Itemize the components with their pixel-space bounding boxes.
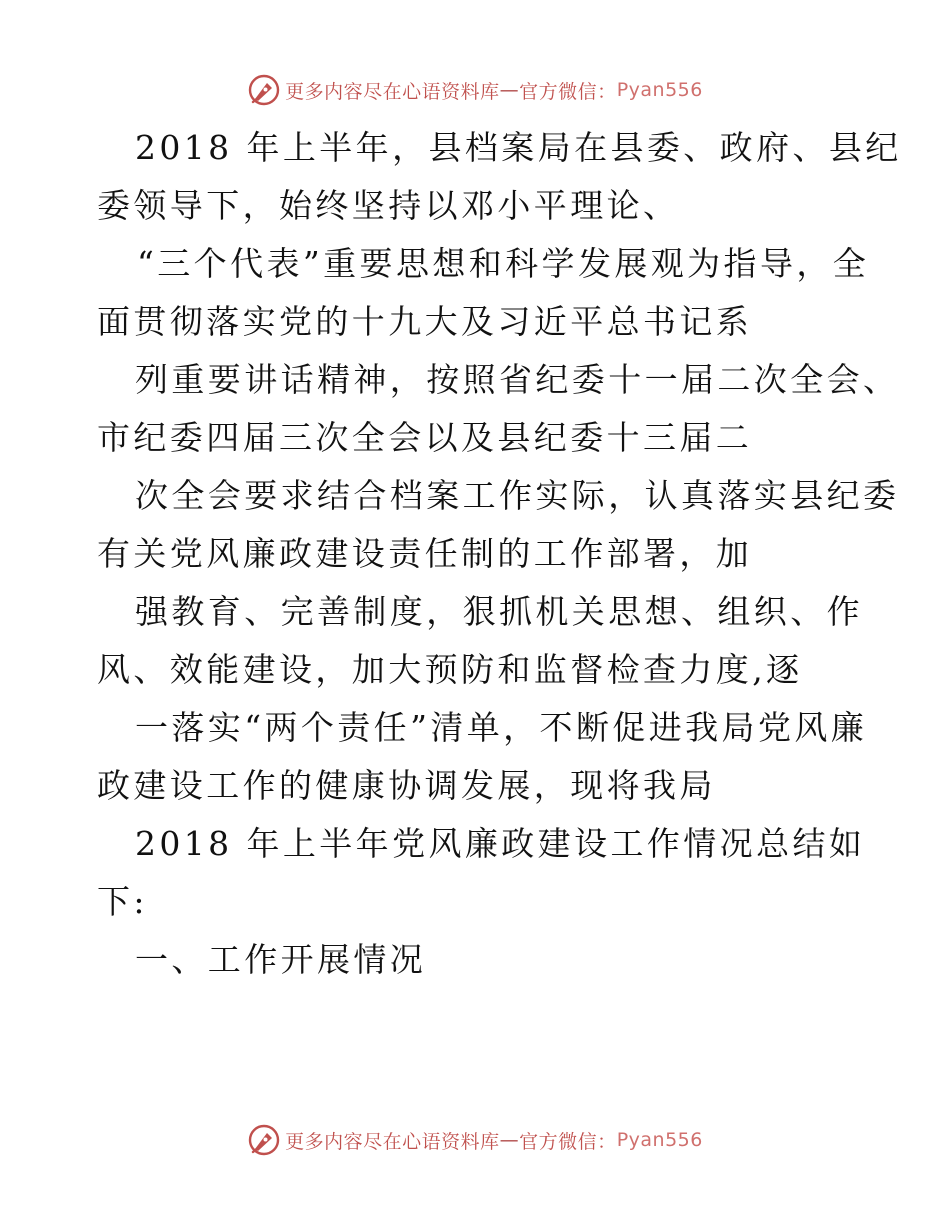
watermark-wechat-id: Pyan556 <box>616 79 703 101</box>
body-line: 有关党风廉政建设责任制的工作部署，加 <box>97 534 753 573</box>
body-line: “三个代表”重要思想和科学发展观为指导，全 <box>137 244 870 283</box>
watermark-label: 官方微信： <box>519 1130 617 1153</box>
body-line: 市纪委四届三次全会以及县纪委十三届二 <box>97 418 753 457</box>
watermark-wechat-id: Pyan556 <box>616 1129 703 1151</box>
body-line: 次全会要求结合档案工作实际，认真落实县纪委 <box>135 476 900 515</box>
watermark-separator: — <box>499 1129 520 1151</box>
watermark-separator: — <box>499 79 520 101</box>
body-line: 面贯彻落实党的十九大及习近平总书记系 <box>97 302 753 341</box>
body-line: 2018 年上半年党风廉政建设工作情况总结如 <box>135 824 866 863</box>
pen-nib-circle-icon <box>247 73 281 107</box>
header-watermark <box>0 70 950 110</box>
body-line: 2018 年上半年，县档案局在县委、政府、县纪 <box>135 128 902 167</box>
footer-watermark <box>0 1120 950 1160</box>
watermark-label: 官方微信： <box>519 80 617 103</box>
body-line: 一落实“两个责任”清单，不断促进我局党风廉 <box>135 708 868 747</box>
body-line: 下: <box>97 882 148 921</box>
body-line: 风、效能建设，加大预防和监督检查力度,逐 <box>97 650 803 689</box>
watermark-brand: 更多内容尽在心语资料库 <box>285 80 500 103</box>
pen-nib-circle-icon <box>247 1123 281 1157</box>
section-heading: 一、工作开展情况 <box>135 940 427 979</box>
body-line: 列重要讲话精神，按照省纪委十一届二次全会、 <box>135 360 900 399</box>
watermark-brand: 更多内容尽在心语资料库 <box>285 1130 500 1153</box>
body-line: 强教育、完善制度，狠抓机关思想、组织、作 <box>135 592 863 631</box>
body-line: 政建设工作的健康协调发展，现将我局 <box>97 766 716 805</box>
body-line: 委领导下，始终坚持以邓小平理论、 <box>97 186 680 225</box>
